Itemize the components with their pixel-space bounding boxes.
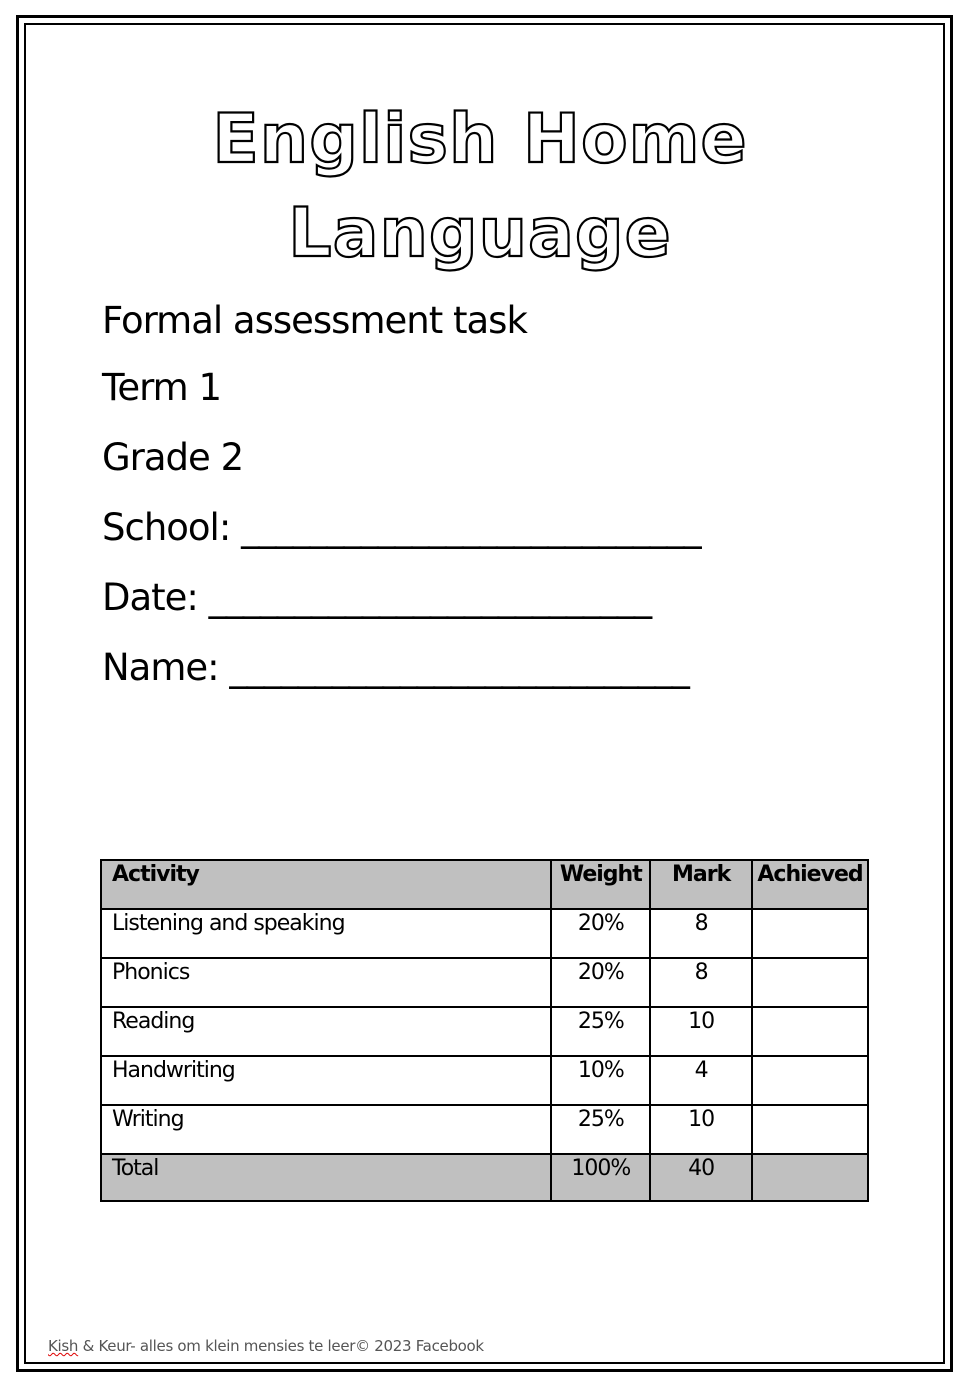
row-activity: Listening and speaking — [101, 909, 551, 958]
footer-credit — [48, 1337, 484, 1355]
school-write-line[interactable]: ___________________________ — [241, 506, 701, 549]
row-activity: Reading — [101, 1007, 551, 1056]
row-achieved[interactable] — [752, 1056, 868, 1105]
school-field[interactable] — [102, 506, 701, 549]
row-activity: Writing — [101, 1105, 551, 1154]
row-mark: 8 — [650, 909, 752, 958]
page-title-line-2: Language — [288, 194, 672, 273]
total-achieved[interactable] — [752, 1154, 868, 1201]
table-total-row — [101, 1154, 868, 1201]
row-achieved[interactable] — [752, 958, 868, 1007]
row-mark: 10 — [650, 1007, 752, 1056]
total-weight: 100% — [551, 1154, 650, 1201]
row-achieved[interactable] — [752, 1007, 868, 1056]
header-mark: Mark — [650, 860, 752, 909]
table-header-row — [101, 860, 868, 909]
term-label: Term 1 — [102, 366, 221, 409]
total-activity: Total — [101, 1154, 551, 1201]
marks-table — [100, 859, 869, 1202]
row-mark: 10 — [650, 1105, 752, 1154]
row-weight: 25% — [551, 1105, 650, 1154]
table-row — [101, 958, 868, 1007]
row-achieved[interactable] — [752, 1105, 868, 1154]
grade-label: Grade 2 — [102, 436, 244, 479]
school-label: School: — [102, 506, 231, 549]
name-label: Name: — [102, 646, 219, 689]
header-achieved: Achieved — [752, 860, 868, 909]
page-title-line-1: English Home — [212, 100, 748, 179]
table-row — [101, 1007, 868, 1056]
row-achieved[interactable] — [752, 909, 868, 958]
row-weight: 10% — [551, 1056, 650, 1105]
footer-text: & Keur- alles om klein mensies te leer© 2023 Facebook — [78, 1337, 484, 1355]
table-row — [101, 1056, 868, 1105]
name-field[interactable] — [102, 646, 689, 689]
header-activity: Activity — [101, 860, 551, 909]
footer-brand: Kish — [48, 1337, 79, 1355]
row-weight: 20% — [551, 958, 650, 1007]
date-label: Date: — [102, 576, 198, 619]
row-activity: Handwriting — [101, 1056, 551, 1105]
row-mark: 8 — [650, 958, 752, 1007]
date-field[interactable] — [102, 576, 651, 619]
row-weight: 20% — [551, 909, 650, 958]
table-row — [101, 1105, 868, 1154]
header-weight: Weight — [551, 860, 650, 909]
row-activity: Phonics — [101, 958, 551, 1007]
total-mark: 40 — [650, 1154, 752, 1201]
table-row — [101, 909, 868, 958]
assessment-subtitle: Formal assessment task — [102, 299, 527, 342]
row-weight: 25% — [551, 1007, 650, 1056]
date-write-line[interactable]: __________________________ — [208, 576, 651, 619]
row-mark: 4 — [650, 1056, 752, 1105]
name-write-line[interactable]: ___________________________ — [229, 646, 689, 689]
